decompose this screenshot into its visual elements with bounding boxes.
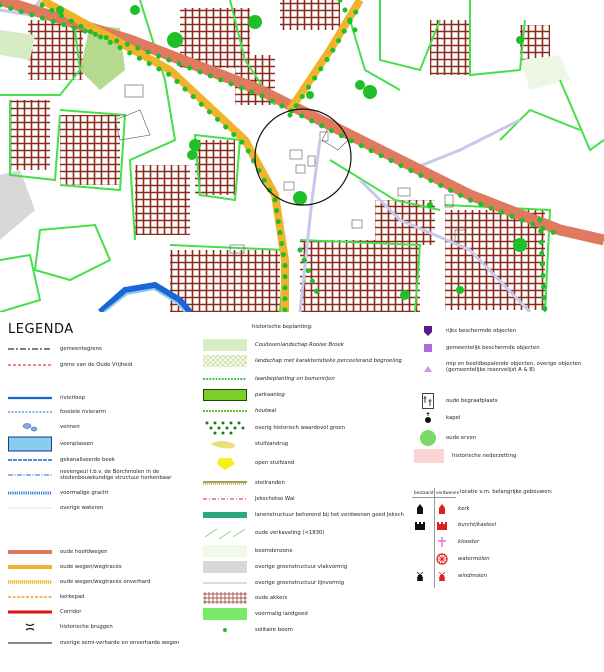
legend-item-groenstructuur-lijnvormig: overige groenstructuur lijnvormig [255,580,345,586]
legend-item-overige-wateren: overige wateren [60,505,104,511]
church-gone-icon [436,503,448,515]
legend-item-nevengeul: nevengeul t.b.v. de Borchmolen in de stedenbouwkundige structuur herkenbaar [60,469,172,481]
map-area [0,0,604,312]
windmill-gone-icon [436,570,448,582]
legend-item-oude-akkers: oude akkers [203,591,287,605]
castle-gone-icon [436,519,448,531]
buildings-hdr-verdwenen: verdwenen [436,490,460,495]
buildings-header: locatie v.m. belangrijke gebouwen: [460,489,553,495]
legend-title: LEGENDA [8,322,74,337]
legend-item-beemdenzone: beemdenzone [203,544,293,558]
legend-panel [0,318,604,672]
legend-item-voormalig-landgoed: voormalig landgoed [203,607,308,621]
legend-item-corridor: Corridor [60,609,82,615]
shield-icon [422,325,434,337]
legend-item-rivierloop: rivierloop [60,395,86,401]
legend-item-rijks-beschermd: rijks beschermde objecten [422,324,516,338]
legend-item-jekschotse-wal: Jekschotse Wal [255,496,295,502]
buildings-hdr-bestaand: bestaand [414,490,434,495]
square-icon [422,342,434,354]
legend-item-veenplassen: veenplassen [8,436,93,452]
buildings-table-underline [412,497,456,498]
legend-item-houtwal: houtwal [255,408,277,414]
legend-item-watermolen: watermolen [414,552,490,566]
legend-item-perceelsrand-begroeiing: landschap met karakteristieke perceelsrand begroeiing [203,354,402,368]
legend-item-windmolen: windmolen [414,569,487,583]
monastery-cross-icon [436,536,448,548]
legend-col2-header: historische beplanting: [252,324,313,330]
legend-item-oude-erven: oude erven [418,429,476,447]
legend-item-kerk: kerk [414,502,470,516]
cemetery-icon [422,393,434,409]
castle-icon [414,519,426,531]
legend-item-historische-nederzetting: historische nederzetting [414,448,516,464]
watermill-icon [436,553,448,565]
legend-item-stuifzandrug: stuifzandrug [203,437,288,451]
legend-item-parkaanleg: parkaanleg [203,388,285,402]
chapel-icon [422,412,434,424]
windmill-icon [414,570,426,582]
legend-item-burcht-kasteel: burcht/kasteel [414,518,496,532]
legend-item-oude-wegen: oude wegen/wegtracés [60,564,122,570]
legend-item-oude-wegen-onverhard: oude wegen/wegtracés onverhard [60,579,151,585]
legend-item-lanenstructuur-jeksch: lanenstructuur behorend bij het verdwenen goed Jeksch [203,508,404,522]
legend-item-coulissenlandschap: Coulissenlandschap Rooise Broek [203,338,344,352]
legend-item-groenstructuur-vlakvormig: overige groenstructuur vlakvormig [203,560,347,574]
legend-item-klooster: klooster [414,535,479,549]
legend-item-grens-oude-vrijheid: grens van de Oude Vrijheid [60,362,133,368]
legend-item-overige-wegen: overige semi-verharde en onverharde wegen [60,640,180,646]
bridge-icon [8,621,52,633]
legend-item-fossiele-rivierarm: fossiele rivierarm [60,409,106,415]
legend-item-vennen: vennen [8,420,80,434]
legend-item-gekanaliseerde-beek: gekanaliseerde beek [60,457,116,463]
triangle-icon [422,358,434,376]
tree-dot-icon [203,624,247,636]
legend-item-oude-hoofdwegen: oude hoofdwegen [60,549,108,555]
legend-item-solitaire-boom: solitaire boom [203,623,293,637]
legend-item-oude-begraafplaats: oude begraafplaats [422,392,498,410]
legend-item-gemeentelijk-beschermd: gemeentelijk beschermde objecten [422,341,540,355]
legend-item-open-stuifzand: open stuifzand [203,455,294,471]
legend-item-kerkepad: kerkepad [60,594,85,600]
legend-item-voormalige-gracht: voormalige gracht [60,490,109,496]
legend-item-laanbeplanting: laanbeplanting en bomenrijen [255,376,335,382]
legend-item-oude-verkaveling: oude verkaveling (<1830) [203,525,325,541]
legend-item-historische-bruggen: historische bruggen [8,620,113,634]
legend-item-steilranden: steilranden [255,480,285,486]
legend-item-overig-groen: overig historisch waardevol groen [203,420,345,436]
farmstead-icon [418,429,438,447]
legend-item-kapel: kapel [422,411,460,425]
church-icon [414,503,426,515]
legend-item-mip-objecten: mip en beeldbepalende objecten, overige objecten (gemeentelijke reservelijst A & B) [422,358,604,376]
legend-item-gemeentegrens: gemeentegrens [60,346,102,352]
